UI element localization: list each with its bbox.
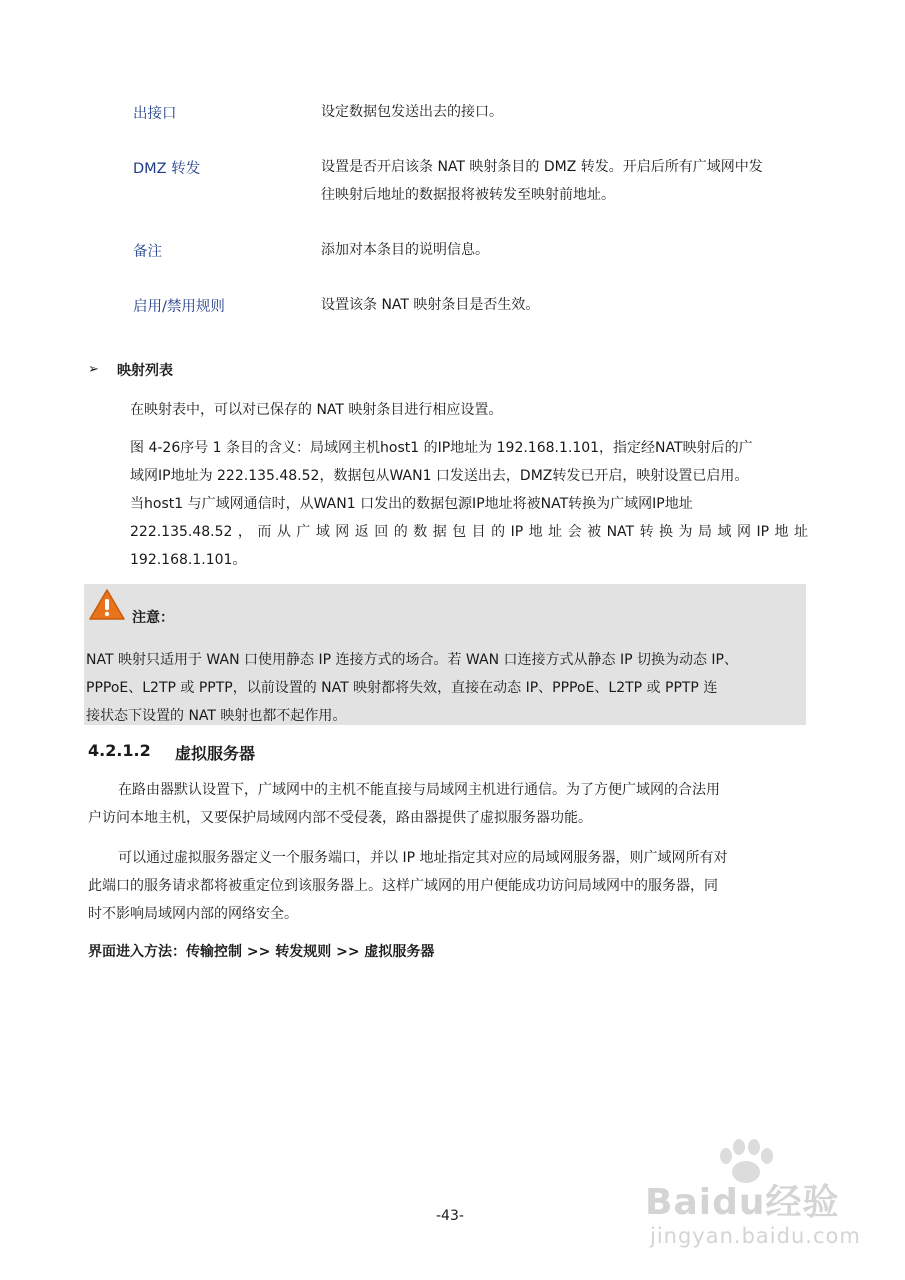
- term-remark: 备注: [133, 244, 162, 260]
- paragraph-line: 时不影响局域网内部的网络安全。: [88, 906, 298, 922]
- desc-dmz-line2: 往映射后地址的数据报将被转发至映射前地址。: [321, 187, 615, 203]
- term-dmz: DMZ 转发: [133, 161, 201, 177]
- page-number: -43-: [436, 1208, 464, 1224]
- mapping-example-line: 域网IP地址为 222.135.48.52，数据包从WAN1 口发送出去，DMZ转发已开启，映射设置已启用。: [130, 468, 749, 484]
- mapping-example-line: 当host1 与广域网通信时，从WAN1 口发出的数据包源IP地址将被NAT转换为广域网IP地址: [130, 496, 693, 512]
- mapping-example-line: 图 4-26序号 1 条目的含义：局域网主机host1 的IP地址为 192.168.1.101，指定经NAT映射后的广: [130, 440, 753, 456]
- term-out-interface: 出接口: [133, 106, 177, 122]
- section-title: 虚拟服务器: [175, 744, 256, 763]
- note-line: 接状态下设置的 NAT 映射也都不起作用。: [86, 708, 347, 724]
- mapping-list-intro: 在映射表中，可以对已保存的 NAT 映射条目进行相应设置。: [130, 402, 503, 418]
- mapping-example-paragraph: [130, 434, 808, 574]
- paragraph-line: 户访问本地主机，又要保护局域网内部不受侵袭，路由器提供了虚拟服务器功能。: [88, 810, 592, 826]
- mapping-example-line: 222.135.48.52，而从广域网返回的数据包目的IP地址会被NAT转换为局域网IP地址: [130, 524, 808, 540]
- note-box: [84, 584, 806, 725]
- desc-remark: 添加对本条目的说明信息。: [321, 242, 489, 258]
- desc-dmz-line1: 设置是否开启该条 NAT 映射条目的 DMZ 转发。开启后所有广域网中发: [321, 159, 763, 175]
- paragraph-line: 可以通过虚拟服务器定义一个服务端口，并以 IP 地址指定其对应的局域网服务器，则广域网所有对: [118, 850, 728, 866]
- paragraph-line: 此端口的服务请求都将被重定位到该服务器上。这样广域网的用户便能成功访问局域网中的服务器，同: [88, 878, 718, 894]
- note-line: NAT 映射只适用于 WAN 口使用静态 IP 连接方式的场合。若 WAN 口连接方式从静态 IP 切换为动态 IP、: [86, 652, 738, 668]
- watermark-url: jingyan.baidu.com: [650, 1224, 861, 1248]
- warning-icon: [88, 588, 126, 622]
- paragraph-virtual-server-intro: [88, 776, 806, 832]
- nav-path: 界面进入方法：传输控制 >> 转发规则 >> 虚拟服务器: [88, 944, 435, 960]
- watermark-brand: Baidu经验: [645, 1182, 840, 1223]
- note-title: 注意：: [132, 610, 174, 626]
- desc-enable-rule: 设置该条 NAT 映射条目是否生效。: [321, 297, 540, 313]
- desc-out-interface: 设定数据包发送出去的接口。: [321, 104, 503, 120]
- term-enable-rule: 启用/禁用规则: [133, 299, 225, 315]
- mapping-list-heading: 映射列表: [117, 363, 173, 379]
- note-line: PPPoE、L2TP 或 PPTP，以前设置的 NAT 映射都将失效，直接在动态 IP、PPPoE、L2TP 或 PPTP 连: [86, 680, 718, 696]
- note-body: [86, 646, 804, 730]
- paragraph-line: 在路由器默认设置下，广域网中的主机不能直接与局域网主机进行通信。为了方便广域网的合法用: [118, 782, 720, 798]
- bullet-arrow-icon: ➢: [88, 362, 99, 377]
- paragraph-virtual-server-usage: [88, 844, 806, 928]
- section-number: 4.2.1.2: [88, 741, 151, 760]
- mapping-example-line: 192.168.1.101。: [130, 552, 247, 568]
